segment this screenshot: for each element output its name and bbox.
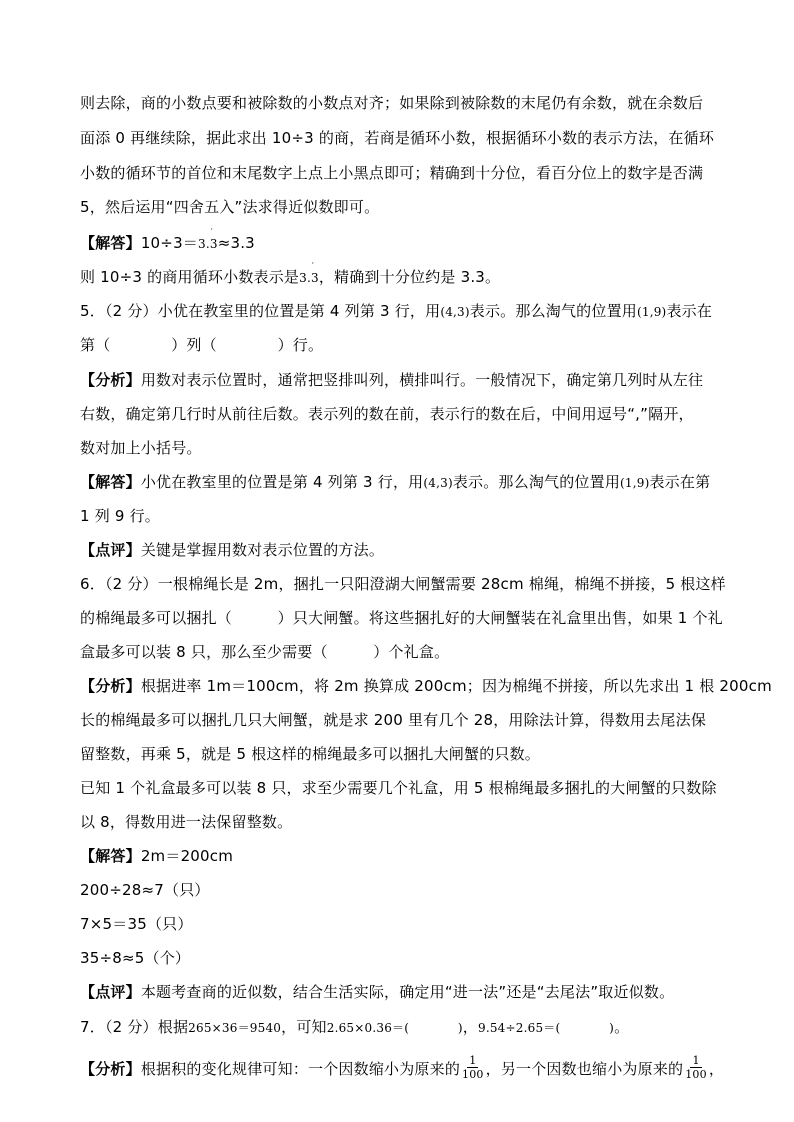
text: 10÷3＝ <box>140 234 199 252</box>
equation: 265×36＝9540 <box>188 1021 282 1035</box>
analysis-tag: 【分析】 <box>80 371 141 389</box>
question-6: 6．（2 分）一根棉绳长是 2m，捆扎一只阳澄湖大闸蟹需要 28cm 棉绳，棉绳不拼接，5 根这样 <box>80 575 726 593</box>
equation: 9.54÷2.65＝( ) <box>478 1021 615 1035</box>
answer-tag: 【解答】 <box>80 234 141 252</box>
repeating-decimal: 3.3 · <box>299 259 319 285</box>
text-line: 的棉绳最多可以捆扎（ ）只大闸蟹。将这些捆扎好的大闸蟹装在礼盒里出售，如果 1 个礼 <box>80 609 723 627</box>
answer-tag: 【解答】 <box>80 473 141 491</box>
text-line: 1 列 9 行。 <box>80 507 160 525</box>
coordinate-pair: (1,9) <box>636 305 667 319</box>
question-7: 7．（2 分）根据265×36＝9540，可知2.65×0.36＝( )，9.54÷2.65＝( )。 <box>80 1018 630 1036</box>
text-line: 小数的循环节的首位和末尾数字上点上小黑点即可；精确到十分位，看百分位上的数字是否满 <box>80 164 704 182</box>
equation: 2.65×0.36＝( ) <box>326 1021 463 1035</box>
analysis-line: 【分析】用数对表示位置时，通常把竖排叫列，横排叫行。一般情况下，确定第几列时从左往 <box>80 371 704 389</box>
coordinate-pair: (1,9) <box>620 476 650 490</box>
analysis-tag: 【分析】 <box>80 1060 141 1078</box>
question-5-blanks: 第（ ）列（ ）行。 <box>80 336 324 354</box>
fraction: $\frac{1}{100}$ <box>685 1054 707 1081</box>
text-line: 7×5＝35（只） <box>80 915 193 933</box>
comment-line: 【点评】关键是掌握用数对表示位置的方法。 <box>80 541 385 559</box>
text-line: 35÷8≈5（个） <box>80 949 191 967</box>
answer-line: 【解答】2m＝200cm <box>80 847 234 865</box>
text-line: 以 8，得数用进一法保留整数。 <box>80 813 293 831</box>
fraction: $\frac{1}{100}$ <box>462 1054 484 1081</box>
text-line: 5，然后运用“四舍五入”法求得近似数即可。 <box>80 198 380 216</box>
text-line: 面添 0 再继续除，据此求出 10÷3 的商，若商是循环小数，根据循环小数的表示方法，在循环 <box>80 129 715 147</box>
analysis-line: 【分析】根据进率 1m＝100cm，将 2m 换算成 200cm；因为棉绳不拼接，所以先求出 1 根 200cm <box>80 677 772 695</box>
answer-line: 【解答】小优在教室里的位置是第 4 列第 3 行，用(4,3)表示。那么淘气的位置用(1,9)表示在第 <box>80 473 711 491</box>
text-line: 200÷28≈7（只） <box>80 881 210 899</box>
comment-tag: 【点评】 <box>80 983 141 1001</box>
text-line: 则 10÷3 的商用循环小数表示是3.3 · ，精确到十分位约是 3.3。 <box>80 266 720 289</box>
repeating-decimal: 3.3 · <box>198 225 218 251</box>
text: ≈3.3 <box>217 234 255 252</box>
answer-line <box>80 225 720 255</box>
text-line: 右数，确定第几行时从前往后数。表示列的数在前，表示行的数在后，中间用逗号“,”隔开， <box>80 405 694 423</box>
text-line: 数对加上小括号。 <box>80 439 202 457</box>
question-5: 5．（2 分）小优在教室里的位置是第 4 列第 3 行，用(4,3)表示。那么淘气的位置用(1,9)表示在 <box>80 302 713 320</box>
coordinate-pair: (4,3) <box>440 305 470 319</box>
analysis-tag: 【分析】 <box>80 677 141 695</box>
analysis-line: 【分析】根据积的变化规律可知：一个因数缩小为原来的 $\frac{1}{100}$ ，另一个因数也缩小为原来的 $\frac{1}{100}$ ， <box>80 1054 725 1081</box>
answer-tag: 【解答】 <box>80 847 141 865</box>
coordinate-pair: (4,3) <box>423 476 453 490</box>
text-line: 盒最多可以装 8 只，那么至少需要（ ）个礼盒。 <box>80 643 450 661</box>
comment-tag: 【点评】 <box>80 541 141 559</box>
text-line: 已知 1 个礼盒最多可以装 8 只，求至少需要几个礼盒，用 5 根棉绳最多捆扎的大闸蟹的只数除 <box>80 779 717 797</box>
comment-line: 【点评】本题考查商的近似数，结合生活实际，确定用“进一法”还是“去尾法”取近似数。 <box>80 983 675 1001</box>
text-line: 留整数，再乘 5，就是 5 根这样的棉绳最多可以捆扎大闸蟹的只数。 <box>80 745 540 763</box>
text-line: 则去除，商的小数点要和被除数的小数点对齐；如果除到被除数的末尾仍有余数，就在余数后 <box>80 94 704 112</box>
text-line: 长的棉绳最多可以捆扎几只大闸蟹，就是求 200 里有几个 28，用除法计算，得数用去尾法保 <box>80 711 707 729</box>
